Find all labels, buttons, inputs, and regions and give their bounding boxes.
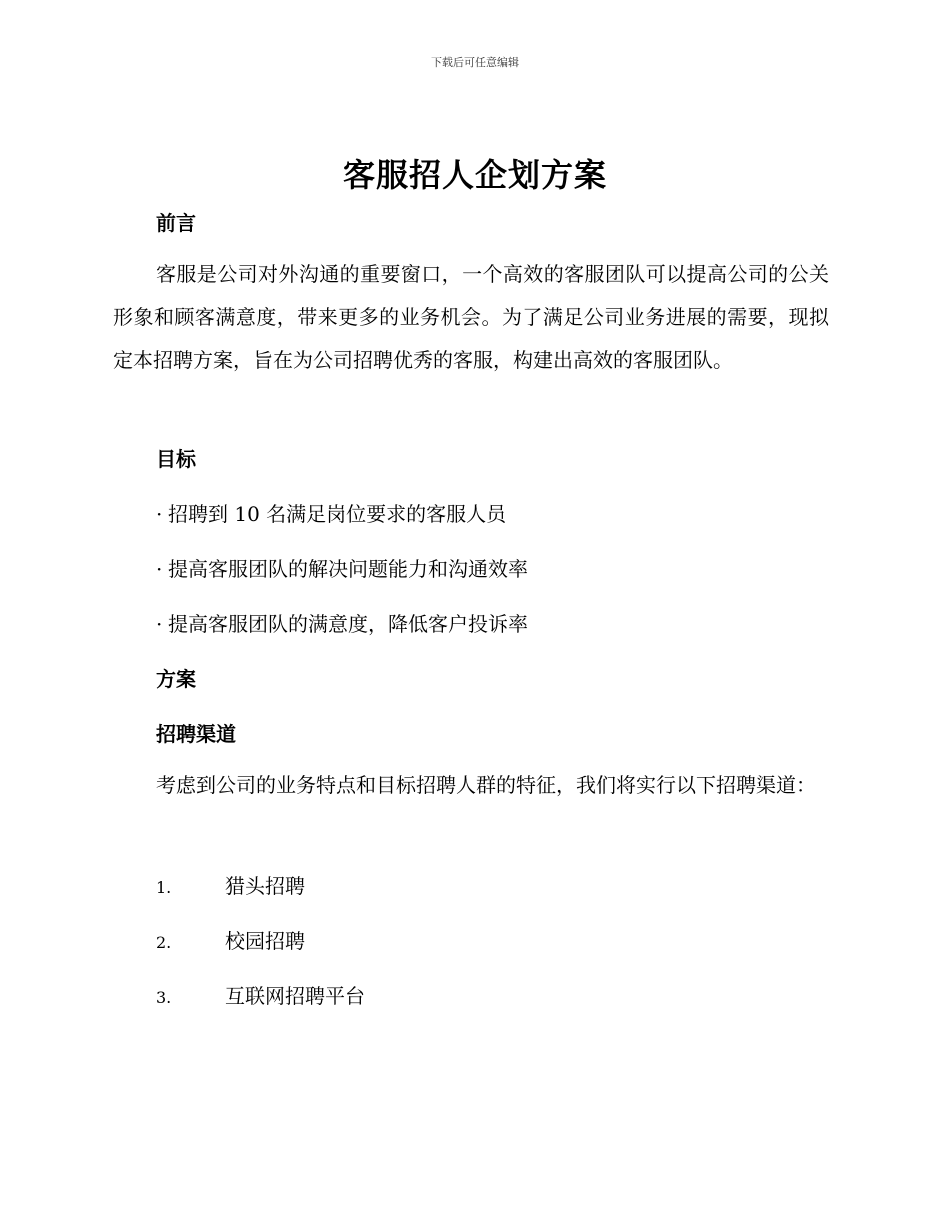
channel-number: 1.	[156, 878, 172, 897]
channel-item	[156, 925, 305, 954]
goal-item-label: 提高客服团队的满意度，降低客户投诉率	[168, 612, 528, 636]
goal-item-label: 招聘到 10 名满足岗位要求的客服人员	[168, 502, 507, 526]
channels-intro-paragraph: 考虑到公司的业务特点和目标招聘人群的特征，我们将实行以下招聘渠道：	[156, 773, 816, 797]
preface-heading: 前言	[156, 211, 196, 235]
goals-heading: 目标	[156, 447, 196, 471]
channel-item	[156, 980, 365, 1009]
plan-heading: 方案	[156, 667, 196, 691]
channel-item	[156, 870, 305, 899]
channel-label: 校园招聘	[225, 929, 305, 953]
channel-number: 2.	[156, 933, 172, 952]
goal-item-label: 提高客服团队的解决问题能力和沟通效率	[168, 557, 528, 581]
bullet-icon: ·	[156, 557, 163, 581]
channel-label: 猎头招聘	[225, 874, 305, 898]
channel-number: 3.	[156, 988, 172, 1007]
preface-paragraph: 客服是公司对外沟通的重要窗口，一个高效的客服团队可以提高公司的公关形象和顾客满意度，带来更多的业务机会。为了满足公司业务进展的需要，现拟定本招聘方案，旨在为公司招聘优秀的客服，构建出高效的客服团队。	[113, 262, 829, 372]
goal-item	[156, 608, 528, 637]
bullet-icon: ·	[156, 502, 163, 526]
goal-item	[156, 498, 506, 527]
channel-label: 互联网招聘平台	[225, 984, 365, 1008]
header-note: 下载后可任意编辑	[431, 56, 519, 69]
channels-heading: 招聘渠道	[156, 722, 236, 746]
bullet-icon: ·	[156, 612, 163, 636]
document-title: 客服招人企划方案	[342, 156, 607, 194]
goal-item	[156, 553, 528, 582]
